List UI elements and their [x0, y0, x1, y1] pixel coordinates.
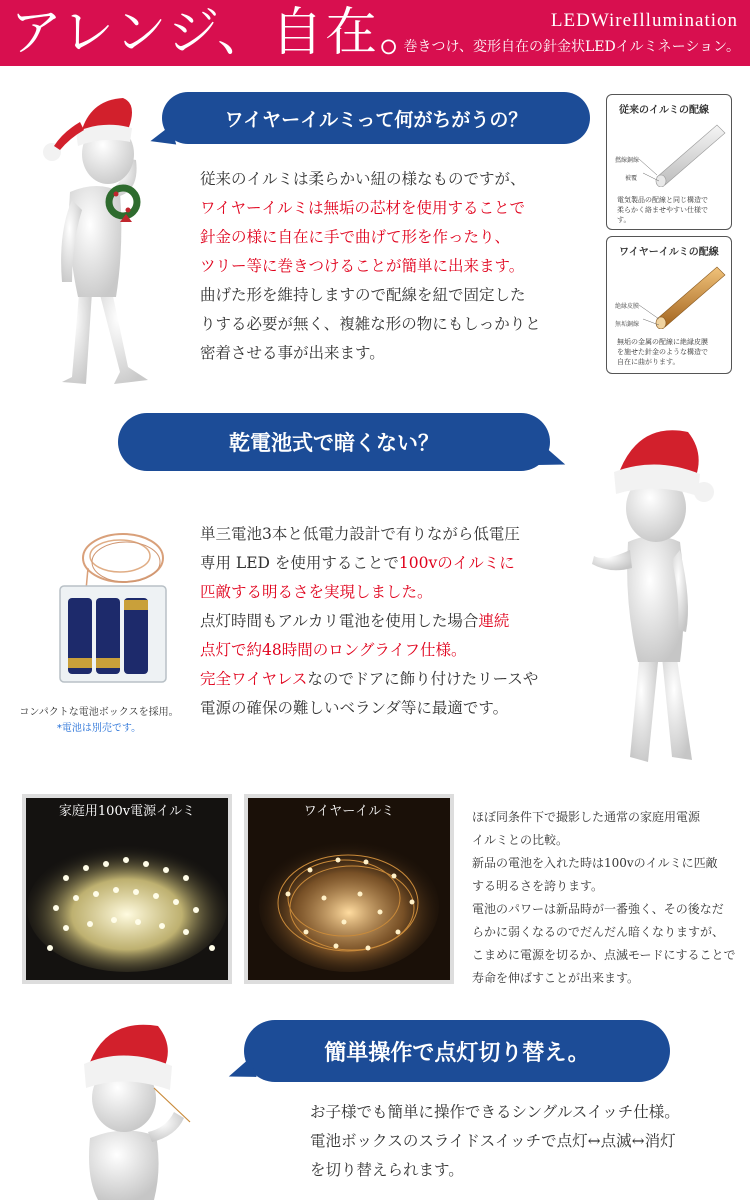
caption-line: 電気製品の配線と同じ構造で — [617, 196, 708, 204]
text-line: らかに弱くなるのでだんだん暗くなりますが、 — [472, 925, 725, 939]
bubble-tail — [537, 446, 568, 474]
header-subtitle-jp: 巻きつけ、変形自在の針金状LEDイルミネーション。 — [403, 39, 740, 55]
text-line: こまめに電源を切るか、点滅モードにすることで — [472, 948, 736, 962]
santa-figure-pointing — [64, 1018, 204, 1200]
text-line: りする必要が無く、複雑な形の物にもしっかりと — [200, 315, 541, 333]
text-line: 電池のパワーは新品時が一番強く、その後なだ — [472, 902, 724, 916]
bubble-tail — [148, 125, 176, 151]
page-title: アレンジ、自在。 — [10, 3, 434, 63]
text-line-highlight: 針金の様に自在に手で曲げて形を作ったり、 — [200, 228, 511, 246]
text-line-highlight: 点灯で約48時間のロングライフ仕様。 — [200, 641, 467, 659]
diagram-wire-illumination — [606, 236, 732, 374]
diagram-label: 撚線銅線 — [615, 157, 640, 164]
text-line — [200, 607, 538, 636]
text-line: ほぼ同条件下で撮影した通常の家庭用電源 — [472, 810, 701, 824]
feature-bubble-switch: 簡単操作で点灯切り替え。 — [244, 1020, 670, 1082]
battery-caption: コンパクトな電池ボックスを採用。 — [19, 707, 179, 718]
copper-wire-lights — [248, 798, 450, 980]
text-highlight: 完全ワイヤレス — [200, 670, 308, 688]
text-line: 密着させる事が出来ます。 — [200, 344, 385, 362]
question-bubble-battery: 乾電池式で暗くない？ — [118, 413, 550, 471]
photo-household-illumination — [22, 794, 232, 984]
text-line: イルミとの比較。 — [472, 833, 569, 847]
photo-wire-illumination — [244, 794, 454, 984]
battery-box-photo — [28, 520, 178, 690]
text-line: 電池ボックスのスライドスイッチで点灯↔点滅↔消灯 — [310, 1132, 676, 1150]
text-line — [200, 665, 538, 694]
text-line: 新品の電池を入れた時は100vのイルミに匹敵 — [472, 856, 718, 870]
text-line-highlight: 匹敵する明るさを実現しました。 — [200, 583, 433, 601]
light-bulbs-cluster — [26, 798, 228, 980]
text-line: 寿命を伸ばすことが出来ます。 — [472, 971, 640, 985]
text-line-highlight: ツリー等に巻きつけることが簡単に出来ます。 — [200, 257, 525, 275]
diagram-title: ワイヤーイルミの配線 — [619, 247, 719, 258]
caption-line: 自在に曲がります。 — [617, 358, 680, 366]
diagram-label: 絶縁皮膜 — [615, 303, 640, 310]
question-bubble-wire: ワイヤーイルミって何がちがうの？ — [162, 92, 590, 144]
caption-line: す。 — [617, 216, 631, 224]
diagram-caption — [617, 337, 708, 367]
switch-description — [310, 1098, 680, 1185]
wire-description — [200, 165, 541, 368]
text-segment: なのでドアに飾り付けたリースや — [307, 670, 539, 688]
caption-line: 柔らかく絡ませやすい仕様で — [617, 206, 708, 214]
text-line: お子様でも簡単に操作できるシングルスイッチ仕様。 — [310, 1103, 680, 1121]
diagram-caption — [617, 195, 708, 225]
text-line-highlight: ワイヤーイルミは無垢の芯材を使用することで — [200, 199, 526, 217]
text-line: を切り替えられます。 — [310, 1161, 464, 1179]
text-line: する明るさを誇ります。 — [472, 879, 604, 893]
diagram-title: 従来のイルミの配線 — [619, 105, 709, 116]
diagram-label: 無垢銅線 — [615, 321, 640, 328]
caption-line: 無垢の金属の配線に絶縁皮膜 — [617, 338, 708, 346]
text-line: 曲げた形を維持しますので配線を紐で固定した — [200, 286, 526, 304]
santa-figure-thinking — [28, 82, 168, 392]
caption-line: を施せた針金のような構造で — [617, 348, 708, 356]
text-line: 従来のイルミは柔らかい紐の様なものですが、 — [200, 170, 526, 188]
battery-description — [200, 520, 538, 723]
text-segment: 点灯時間もアルカリ電池を使用した場合 — [200, 612, 479, 630]
photo1-label: 家庭用100v電源イルミ — [58, 804, 196, 819]
text-highlight: 連続 — [478, 612, 510, 630]
header-subtitle-en: LEDWireIllumination — [550, 10, 738, 31]
diagram-label: 被覆 — [625, 175, 638, 182]
battery-note: *電池は別売です。 — [56, 723, 142, 734]
text-line: 単三電池3本と低電力設計で有りながら低電圧 — [200, 525, 520, 543]
text-highlight: 100vのイルミに — [398, 554, 515, 572]
comparison-description — [472, 806, 736, 990]
diagram-conventional-wire — [606, 94, 732, 230]
santa-figure-standing — [580, 412, 730, 777]
text-line: 電源の確保の難しいベランダ等に最適です。 — [200, 699, 509, 717]
text-segment: 専用 LED を使用することで — [200, 554, 399, 572]
text-line — [200, 549, 538, 578]
photo2-label: ワイヤーイルミ — [303, 804, 395, 819]
